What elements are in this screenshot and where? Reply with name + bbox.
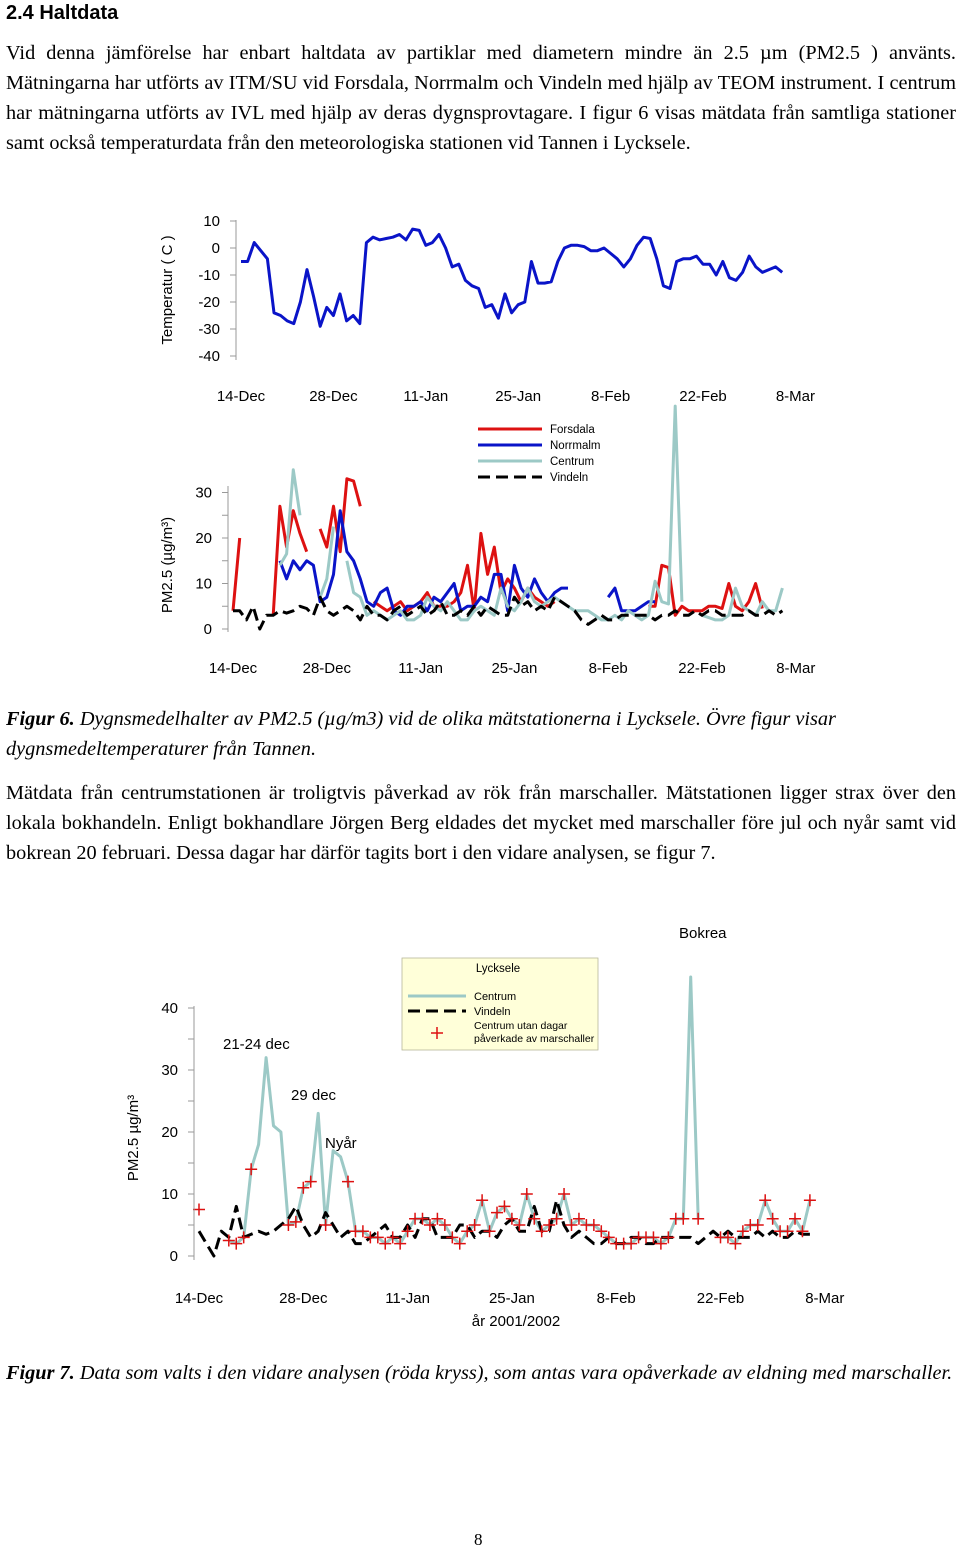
figure7-chart (0, 910, 960, 1350)
legend-vindeln: Vindeln (550, 472, 589, 484)
x-tick-label: 11-Jan (403, 388, 449, 405)
y-tick-label: 20 (195, 530, 212, 547)
figure6-text: Dygnsmedelhalter av PM2.5 (µg/m3) vid de olika mätstationerna i Lycksele. Övre figur visar dygnsmedeltemperaturer från Tannen. (6, 708, 836, 760)
marker-centrum-utan-dagar-p-verkade-av-marschaller (282, 1219, 294, 1231)
x-tick-label: 14-Dec (208, 660, 258, 677)
y-tick-label: -20 (198, 294, 220, 311)
y-tick-label: 30 (195, 484, 212, 502)
x-tick-label: 8-Feb (588, 660, 628, 677)
middle-paragraph: Mätdata från centrumstationen är troligtvis påverkad av rök från marschaller. Mätstationen ligger strax över den lokala bokhandeln. Enligt bokhandlare Jörgen Berg eldades det mycket med marschaller före jul och nyår samt vid bokrean 20 februari. Dessa dagar har därför tagits bort i den vidare analysen, se figur 7. (6, 782, 956, 864)
series-line-tannen (241, 229, 782, 326)
marker-centrum-utan-dagar-p-verkade-av-marschaller (804, 1194, 816, 1206)
x-tick-label: 8-Mar (805, 1290, 845, 1307)
annotation-nyar: Nyår (325, 1135, 357, 1152)
marker-centrum-utan-dagar-p-verkade-av-marschaller (484, 1225, 496, 1237)
marker-centrum-utan-dagar-p-verkade-av-marschaller (223, 1235, 235, 1247)
figure7-ylabel: PM2.5 µg/m³ (125, 1094, 142, 1182)
x-tick-label: 8-Mar (776, 660, 816, 677)
y-tick-label: 10 (161, 1186, 178, 1203)
y-tick-label: 10 (203, 213, 220, 230)
figure7-text: Data som valts i den vidare analysen (röda kryss), som antas vara opåverkade av eldning med marschaller. (79, 1362, 953, 1384)
page-number: 8 (474, 1530, 483, 1549)
intro-paragraph: Vid denna jämförelse har enbart haltdata av partiklar med diametern mindre än 2.5 µm (PM2.5 ) använts. Mätningarna har utförts av ITM/SU vid Forsdala, Norrmalm och Vindeln med hjälp av TEOM instrument. I centrum har mätningarna utförts av IVL med hjälp av deras dygnsprovtagare. I figur 6 visas mätdata från samtliga stationer samt också temperaturdata från den meteorologiska stationen vid Tannen i Lycksele. (6, 42, 956, 154)
y-tick-label: 0 (211, 240, 220, 257)
x-tick-label: 14-Dec (174, 1290, 224, 1307)
marker-centrum-utan-dagar-p-verkade-av-marschaller (245, 1163, 257, 1175)
x-tick-label: 25-Jan (495, 388, 542, 405)
legend-f7-vindeln: Vindeln (474, 1006, 511, 1018)
legend-forsdala: Forsdala (550, 424, 595, 436)
section-title: 2.4 Haltdata (6, 2, 119, 24)
pm25-stations-chart (0, 400, 960, 700)
figure7-label: Figur 7. (6, 1362, 75, 1384)
x-tick-label: 22-Feb (696, 1290, 745, 1307)
marker-centrum-utan-dagar-p-verkade-av-marschaller (692, 1213, 704, 1225)
y-tick-label: 0 (169, 1248, 178, 1265)
x-tick-label: 28-Dec (302, 660, 351, 677)
x-tick-label: 8-Feb (591, 388, 631, 405)
figure6-caption (6, 704, 956, 764)
x-tick-label: 8-Feb (596, 1290, 636, 1307)
legend-f7-kryss: Centrum utan dagar påverkade av marschaller (474, 1020, 595, 1045)
x-tick-label: 22-Feb (678, 660, 726, 677)
y-tick-label: 30 (161, 1062, 178, 1079)
annotation-21-24-dec: 21-24 dec (223, 1036, 290, 1053)
marker-centrum-utan-dagar-p-verkade-av-marschaller (752, 1219, 764, 1231)
y-tick-label: -30 (198, 321, 220, 338)
marker-centrum-utan-dagar-p-verkade-av-marschaller (342, 1176, 354, 1188)
marker-centrum-utan-dagar-p-verkade-av-marschaller (759, 1194, 771, 1206)
figure6-label: Figur 6. (6, 708, 75, 730)
marker-centrum-utan-dagar-p-verkade-av-marschaller (677, 1213, 689, 1225)
y-tick-label: 0 (203, 621, 212, 638)
x-tick-label: 22-Feb (679, 388, 727, 405)
legend-centrum: Centrum (550, 456, 595, 468)
y-tick-label: -40 (198, 348, 220, 365)
marker-centrum-utan-dagar-p-verkade-av-marschaller (320, 1219, 332, 1231)
legend-lycksele-title: Lycksele (475, 963, 521, 975)
pm25-ylabel: PM2.5 (µg/m³) (159, 516, 176, 614)
x-tick-label: 11-Jan (385, 1290, 430, 1307)
stations-legend (468, 416, 628, 494)
x-tick-label: 25-Jan (488, 1290, 535, 1307)
annotation-29-dec: 29 dec (291, 1087, 337, 1104)
y-tick-label: 40 (161, 1000, 178, 1017)
x-tick-label: 28-Dec (309, 388, 358, 405)
x-tick-label: 28-Dec (279, 1290, 328, 1307)
figure7-caption (6, 1358, 956, 1388)
x-tick-label: 25-Jan (491, 660, 538, 677)
annotation-bokrea: Bokrea (679, 925, 727, 942)
y-tick-label: 10 (195, 575, 212, 593)
x-tick-label: 8-Mar (775, 388, 815, 405)
figure7-xlabel: år 2001/2002 (471, 1313, 561, 1330)
x-tick-label: 11-Jan (398, 660, 443, 677)
y-tick-label: 20 (161, 1124, 178, 1141)
temperature-ylabel: Temperatur ( C ) (159, 235, 176, 345)
y-tick-label: -10 (198, 267, 220, 284)
marker-centrum-utan-dagar-p-verkade-av-marschaller (476, 1194, 488, 1206)
x-tick-label: 14-Dec (216, 388, 266, 405)
legend-norrmalm: Norrmalm (550, 440, 601, 452)
marker-centrum-utan-dagar-p-verkade-av-marschaller (521, 1188, 533, 1200)
marker-centrum-utan-dagar-p-verkade-av-marschaller (558, 1188, 570, 1200)
marker-centrum-utan-dagar-p-verkade-av-marschaller (193, 1204, 205, 1216)
legend-f7-centrum: Centrum (474, 991, 517, 1003)
